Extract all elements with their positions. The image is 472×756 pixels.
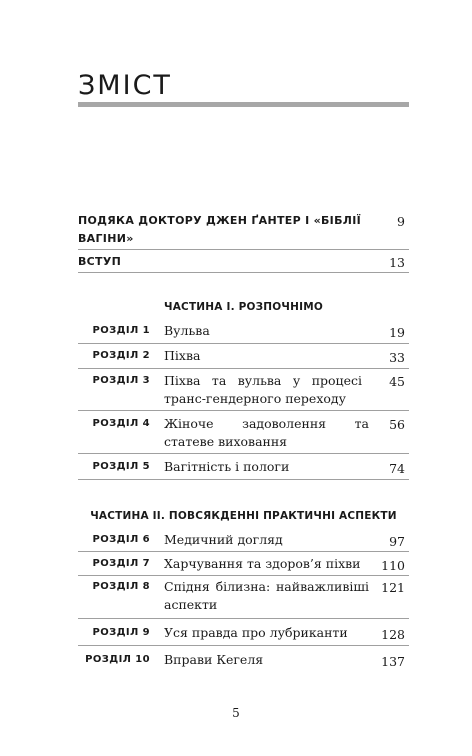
toc-entry-page: 13	[389, 255, 405, 270]
part-heading: ЧАСТИНА І. РОЗПОЧНІМО	[164, 301, 323, 313]
toc-entry-label: ПОДЯКА ДОКТОРУ ДЖЕН ҐАНТЕР І «БІБЛІЇ ВАГІНИ»	[78, 214, 361, 245]
chapter-title: Уся правда про лубриканти	[164, 625, 348, 640]
chapter-title: Харчування та здоров’я піхви	[164, 556, 361, 571]
chapter-title: Жіноче задоволення та статеве виховання	[164, 416, 369, 449]
chapter-label: РОЗДІЛ 9	[92, 627, 150, 638]
chapter-page: 110	[381, 558, 405, 573]
toc-chapter-5[interactable]	[78, 458, 409, 480]
chapter-label: РОЗДІЛ 8	[92, 581, 150, 592]
chapter-label: РОЗДІЛ 1	[92, 325, 150, 336]
toc-entry-introduction[interactable]	[78, 253, 409, 273]
toc-entry-page: 9	[397, 214, 405, 229]
page-number: 5	[232, 706, 240, 720]
toc-entry-label: ВСТУП	[78, 255, 122, 268]
page-title: ЗМІСТ	[78, 70, 172, 101]
chapter-page: 56	[389, 417, 405, 432]
chapter-label: РОЗДІЛ 2	[92, 350, 150, 361]
chapter-page: 33	[389, 350, 405, 365]
toc-entry-acknowledgements[interactable]	[78, 212, 409, 250]
chapter-label: РОЗДІЛ 7	[92, 558, 150, 569]
title-rule	[78, 102, 409, 107]
toc-chapter-10[interactable]	[78, 651, 409, 672]
chapter-page: 19	[389, 325, 405, 340]
toc-chapter-2[interactable]	[78, 347, 409, 369]
toc-chapter-4[interactable]	[78, 415, 409, 454]
chapter-label: РОЗДІЛ 6	[92, 534, 150, 545]
chapter-title: Вульва	[164, 323, 210, 338]
chapter-page: 74	[389, 461, 405, 476]
chapter-title: Спідня білизна: найважливіші аспекти	[164, 579, 369, 612]
chapter-page: 97	[389, 534, 405, 549]
toc-chapter-8[interactable]	[78, 578, 409, 619]
chapter-label: РОЗДІЛ 4	[92, 418, 150, 429]
toc-chapter-7[interactable]	[78, 555, 409, 576]
chapter-page: 45	[389, 374, 405, 389]
chapter-title: Вправи Кегеля	[164, 652, 264, 667]
toc-chapter-6[interactable]	[78, 531, 409, 552]
toc-chapter-9[interactable]	[78, 624, 409, 646]
toc-chapter-1[interactable]	[78, 322, 409, 344]
chapter-page: 137	[381, 654, 405, 669]
toc-chapter-3[interactable]	[78, 372, 409, 411]
part-heading: ЧАСТИНА ІІ. ПОВСЯКДЕННІ ПРАКТИЧНІ АСПЕКТИ	[90, 510, 397, 522]
chapter-title: Піхва	[164, 348, 201, 363]
chapter-title: Піхва та вульва у процесі транс-гендерного переходу	[164, 373, 362, 406]
chapter-page: 128	[381, 627, 405, 642]
chapter-label: РОЗДІЛ 3	[92, 375, 150, 386]
chapter-page: 121	[381, 580, 405, 595]
chapter-label: РОЗДІЛ 5	[92, 461, 150, 472]
chapter-label: РОЗДІЛ 10	[85, 654, 150, 665]
chapter-title: Вагітність і пологи	[164, 459, 290, 474]
chapter-title: Медичний догляд	[164, 532, 283, 547]
